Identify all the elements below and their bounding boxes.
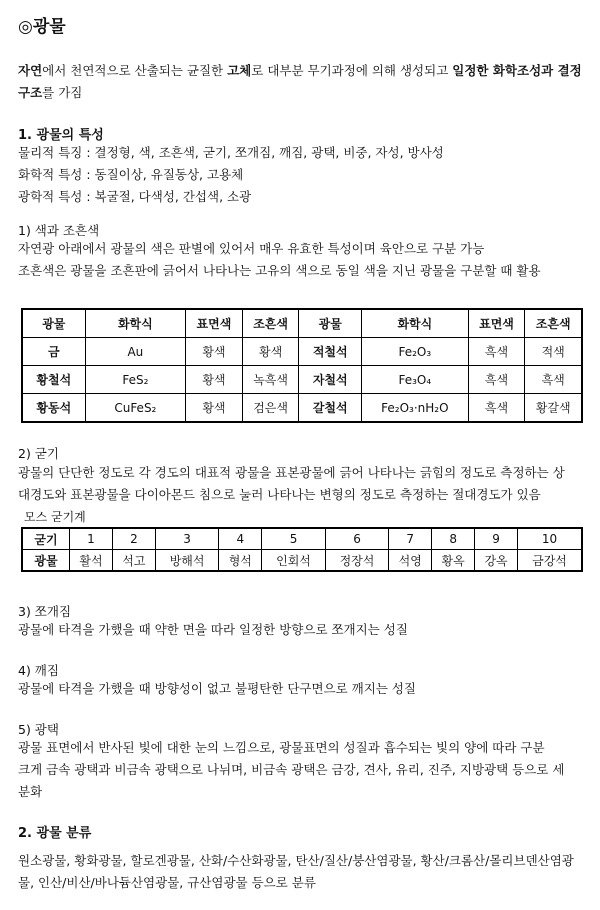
table-cell: 7	[389, 528, 432, 550]
luster-desc-1: 광물 표면에서 반사된 빛에 대한 눈의 느낌으로, 광물표면의 성질과 흡수되는 빛의 양에 따라 구분	[18, 740, 545, 755]
table-cell: 흑색	[468, 338, 525, 366]
sub-2-heading: 2) 굳기	[18, 446, 59, 461]
section-1-body	[18, 142, 586, 208]
table-cell: 황색	[186, 366, 243, 394]
table-cell: Fe₃O₄	[362, 366, 469, 394]
table-header-row	[22, 309, 582, 338]
luster-body	[18, 737, 586, 803]
table-cell: 금	[22, 338, 85, 366]
hardness-desc-2: 대경도와 표본광물을 다이아몬드 침으로 눌러 나타나는 변형의 정도로 측정하는 절대경도가 있음	[18, 487, 541, 502]
table-cell: 5	[262, 528, 326, 550]
table-cell: 흑색	[468, 366, 525, 394]
table-header: 화학식	[362, 309, 469, 338]
table-cell: 8	[432, 528, 475, 550]
table-cell: 2	[112, 528, 155, 550]
table-cell: 황옥	[432, 550, 475, 572]
table-cell: 갈철석	[299, 394, 362, 423]
intro-text-2: 로 대부분 무기과정에 의해 생성되고	[251, 63, 453, 78]
table-cell: 황색	[186, 338, 243, 366]
table-cell: Fe₂O₃·nH₂O	[362, 394, 469, 423]
intro-bold-solid: 고체	[227, 63, 252, 78]
intro-paragraph	[18, 60, 586, 104]
table-cell: Au	[85, 338, 186, 366]
cleavage-desc: 광물에 타격을 가했을 때 약한 면을 따라 일정한 방향으로 쪼개지는 성질	[18, 622, 408, 637]
table-row	[22, 528, 582, 550]
classification-desc-1: 원소광물, 황화광물, 할로겐광물, 산화/수산화광물, 탄산/질산/붕산염광물, 황산/크롬산/몰리브덴산염광	[18, 853, 574, 868]
table-cell: 적색	[525, 338, 582, 366]
chemical-properties: 화학적 특성 : 동질이상, 유질동상, 고용체	[18, 167, 244, 182]
section-2-heading: 2. 광물 분류	[18, 826, 92, 841]
table-cell: 정장석	[325, 550, 389, 572]
table-cell: 3	[155, 528, 219, 550]
table-cell: 4	[219, 528, 262, 550]
table-header: 조흔색	[525, 309, 582, 338]
table-cell: FeS₂	[85, 366, 186, 394]
table-cell: 황색	[242, 338, 299, 366]
sub-5-heading: 5) 광택	[18, 722, 59, 737]
table-header: 표면색	[468, 309, 525, 338]
intro-text-1: 에서 천연적으로 산출되는 균질한	[42, 63, 228, 78]
sub-1-heading: 1) 색과 조흔색	[18, 223, 100, 238]
classification-body	[18, 850, 586, 894]
hardness-desc-1: 광물의 단단한 정도로 각 경도의 대표적 광물을 표본광물에 긁어 나타나는 긁힘의 정도로 측정하는 상	[18, 465, 565, 480]
table-cell: 황갈색	[525, 394, 582, 423]
optical-properties: 광학적 특성 : 복굴절, 다색성, 간섭색, 소광	[18, 189, 252, 204]
section-1-heading: 1. 광물의 특성	[18, 128, 104, 143]
sub-3-heading: 3) 쪼개짐	[18, 604, 72, 619]
page-title: ◎광물	[18, 17, 66, 37]
classification-desc-2: 물, 인산/비산/바나듐산염광물, 규산염광물 등으로 분류	[18, 875, 316, 890]
table-header: 표면색	[186, 309, 243, 338]
table-cell: 방해석	[155, 550, 219, 572]
table-row	[22, 394, 582, 423]
table-cell: 활석	[70, 550, 113, 572]
table-row	[22, 550, 582, 572]
fracture-desc: 광물에 타격을 가했을 때 방향성이 없고 불평탄한 단구면으로 깨지는 성질	[18, 681, 417, 696]
intro-bold-composition: 일정한 화학조성과 결정구조	[18, 63, 582, 100]
sub-2-body	[18, 462, 586, 506]
luster-desc-3: 분화	[18, 784, 43, 799]
table-cell: 10	[518, 528, 582, 550]
color-desc: 자연광 아래에서 광물의 색은 판별에 있어서 매우 유효한 특성이며 육안으로 구분 가능	[18, 241, 485, 256]
table-cell: 황철석	[22, 366, 85, 394]
table-cell: CuFeS₂	[85, 394, 186, 423]
sub-1-body	[18, 238, 586, 282]
table-cell: Fe₂O₃	[362, 338, 469, 366]
table-header: 광물	[299, 309, 362, 338]
luster-desc-2: 크게 금속 광택과 비금속 광택으로 나뉘며, 비금속 광택은 금강, 견사, 유리, 진주, 지방광택 등으로 세	[18, 762, 565, 777]
table-row	[22, 366, 582, 394]
color-streak-table	[21, 308, 583, 423]
table-cell: 인회석	[262, 550, 326, 572]
sub-4-heading: 4) 깨짐	[18, 663, 59, 678]
table-header: 조흔색	[242, 309, 299, 338]
table-row	[22, 338, 582, 366]
table-cell: 석고	[112, 550, 155, 572]
table-cell: 1	[70, 528, 113, 550]
physical-properties: 물리적 특징 : 결정형, 색, 조흔색, 굳기, 쪼개짐, 깨짐, 광택, 비중, 자성, 방사성	[18, 145, 444, 160]
table-cell: 9	[475, 528, 518, 550]
table-cell: 녹흑색	[242, 366, 299, 394]
mohs-table	[21, 527, 583, 572]
table-cell: 강옥	[475, 550, 518, 572]
table-header: 화학식	[85, 309, 186, 338]
intro-bold-nature: 자연	[18, 63, 43, 78]
table-cell: 굳기	[22, 528, 70, 550]
streak-desc: 조흔색은 광물을 조흔판에 긁어서 나타나는 고유의 색으로 동일 색을 지닌 광물을 구분할 때 활용	[18, 263, 541, 278]
table-cell: 황색	[186, 394, 243, 423]
table-cell: 흑색	[525, 366, 582, 394]
table-cell: 검은색	[242, 394, 299, 423]
table-cell: 금강석	[518, 550, 582, 572]
mohs-caption: 모스 굳기계	[24, 510, 86, 524]
table-cell: 황동석	[22, 394, 85, 423]
intro-text-3: 를 가짐	[42, 85, 83, 100]
table-cell: 적철석	[299, 338, 362, 366]
table-cell: 6	[325, 528, 389, 550]
table-header: 광물	[22, 309, 85, 338]
table-cell: 자철석	[299, 366, 362, 394]
table-cell: 형석	[219, 550, 262, 572]
table-cell: 흑색	[468, 394, 525, 423]
table-cell: 석영	[389, 550, 432, 572]
table-cell: 광물	[22, 550, 70, 572]
